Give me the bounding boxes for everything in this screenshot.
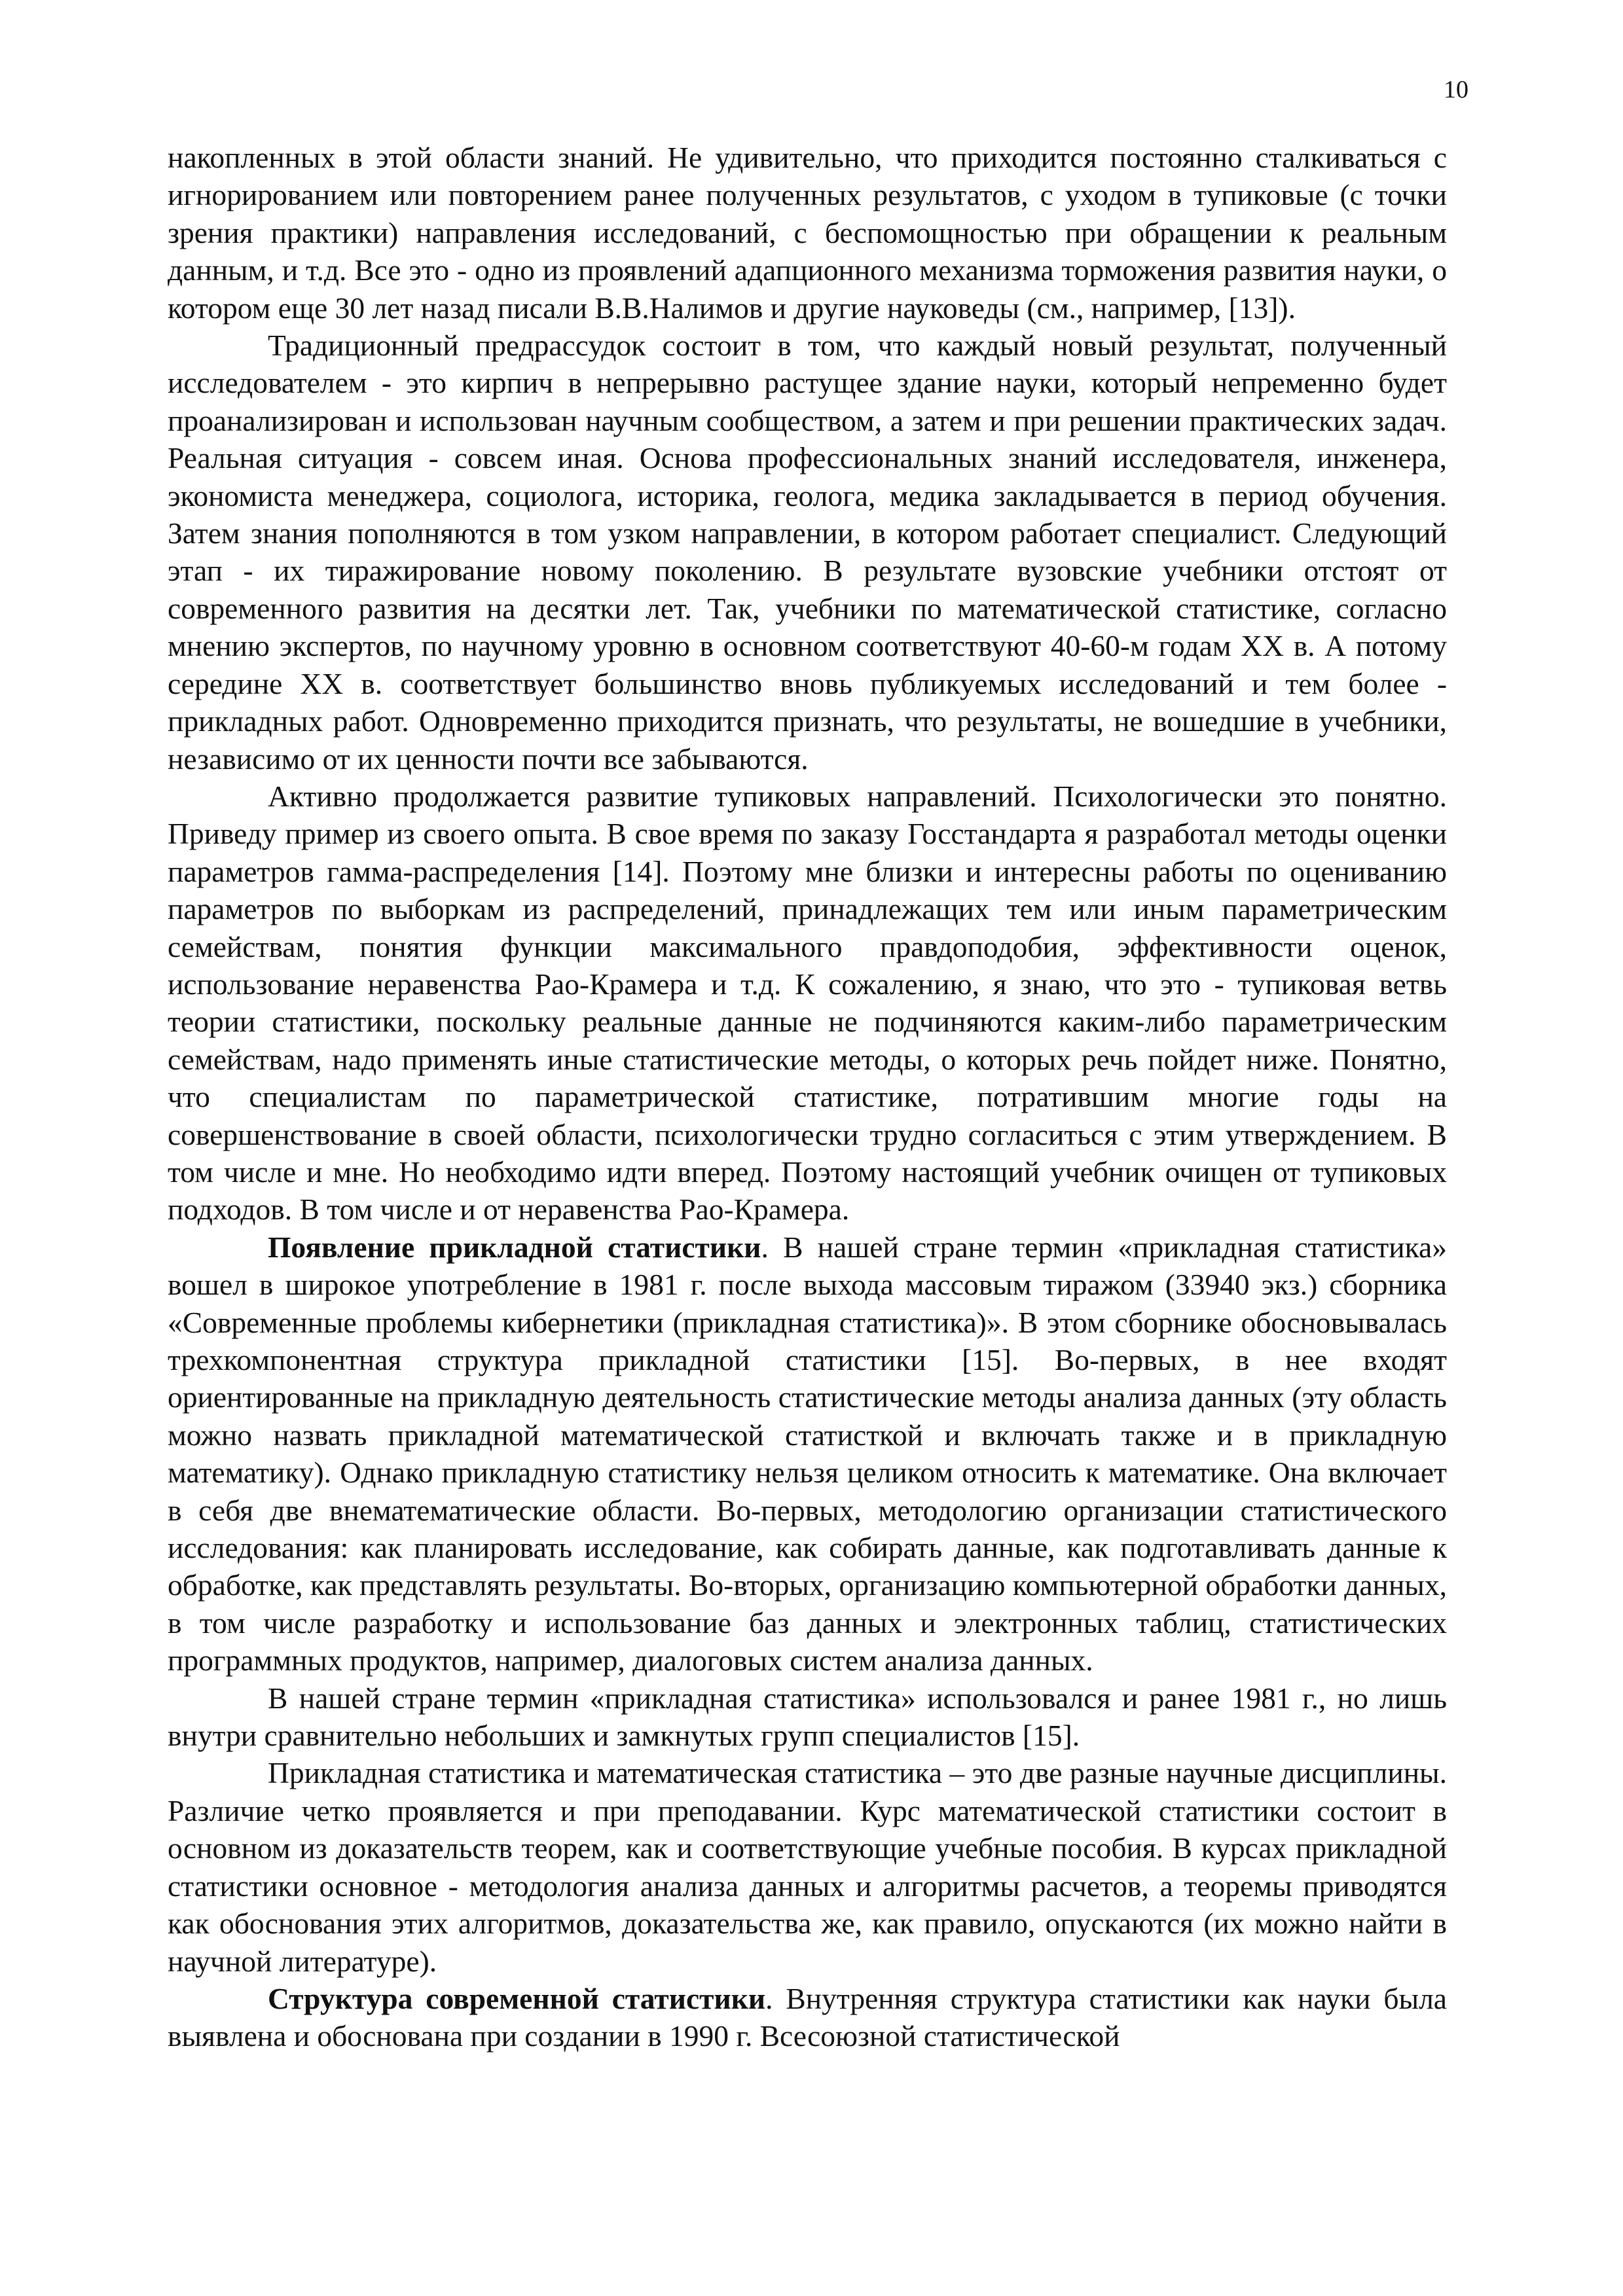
paragraph: Активно продолжается развитие тупиковых направлений. Психологически это понятно. Приведу пример из своего опыта. В свое время по заказу Госстандарта я разработал методы оценки параметров гамма-распределения [14]. Поэтому мне близки и интересны работы по оцениванию параметров по выборкам из распределений, принадлежащих тем или иным параметрическим семействам, понятия функции максимального правдоподобия, эффективности оценок, использование неравенства Рао-Крамера и т.д. К сожалению, я знаю, что это - тупиковая ветвь теории статистики, поскольку реальные данные не подчиняются каким-либо параметрическим семействам, надо применять иные статистические методы, о которых речь пойдет ниже. Понятно, что специалистам по параметрической статистике, потратившим многие годы на совершенствование в своей области, психологически трудно согласиться с этим утверждением. В том числе и мне. Но необходимо идти вперед. Поэтому настоящий учебник очищен от тупиковых подходов. В том числе и от неравенства Рао-Крамера. (168, 779, 1447, 1227)
paragraph: Традиционный предрассудок состоит в том, что каждый новый результат, полученный исследователем - это кирпич в непрерывно растущее здание науки, который непременно будет проанализирован и использован научным сообществом, а затем и при решении практических задач. Реальная ситуация - совсем иная. Основа профессиональных знаний исследователя, инженера, экономиста менеджера, социолога, историка, геолога, медика закладывается в период обучения. Затем знания пополняются в том узком направлении, в котором работает специалист. Следующий этап - их тиражирование новому поколению. В результате вузовские учебники отстоят от современного развития на десятки лет. Так, учебники по математической статистике, согласно мнению экспертов, по научному уровню в основном соответствуют 40-60-м годам ХХ в. А потому середине ХХ в. соответствует большинство вновь публикуемых исследований и тем более - прикладных работ. Одновременно приходится признать, что результаты, не вошедшие в учебники, независимо от их ценности почти все забываются. (168, 329, 1447, 776)
paragraph-text: . Внутренняя структура статистики как науки была выявлена и обоснована при создании в 1990 г. Всесоюзной статистической (168, 1981, 1447, 2053)
paragraph-with-heading (168, 1229, 1447, 1679)
paragraph: Прикладная статистика и математическая статистика – это две разные научные дисциплины. Различие четко проявляется и при преподавании. Курс математической статистики состоит в основном из доказательств теорем, как и соответствующие учебные пособия. В курсах прикладной статистики основное - методология анализа данных и алгоритмы расчетов, а теоремы приводятся как обоснования этих алгоритмов, доказательства же, как правило, опускаются (их можно найти в научной литературе). (168, 1756, 1447, 1978)
paragraph: накопленных в этой области знаний. Не удивительно, что приходится постоянно сталкиваться с игнорированием или повторением ранее полученных результатов, с уходом в тупиковые (с точки зрения практики) направления исследований, с беспомощностью при обращении к реальным данным, и т.д. Все это - одно из проявлений адапционного механизма торможения развития науки, о котором еще 30 лет назад писали В.В.Налимов и другие науковеды (см., например, [13]). (168, 141, 1447, 325)
section-heading: Структура современной статистики (268, 1981, 766, 2015)
document-body (168, 139, 1447, 2055)
page-number: 10 (1444, 76, 1468, 103)
paragraph-text: . В нашей стране термин «прикладная статистика» вошел в широкое употребление в 1981 г. после выхода массовым тиражом (33940 экз.) сборника «Современные проблемы кибернетики (прикладная статистика)». В этом сборнике обосновывалась трехкомпонентная структура прикладной статистики [15]. Во-первых, в нее входят ориентированные на прикладную деятельность статистические методы анализа данных (эту область можно назвать прикладной математической статисткой и включать также и в прикладную математику). Однако прикладную статистику нельзя целиком относить к математике. Она включает в себя две внематематические области. Во-первых, методологию организации статистического исследования: как планировать исследование, как собирать данные, как подготавливать данные к обработке, как представлять результаты. Во-вторых, организацию компьютерной обработки данных, в том числе разработку и использование баз данных и электронных таблиц, статистических программных продуктов, например, диалоговых систем анализа данных. (168, 1230, 1447, 1677)
section-heading: Появление прикладной статистики (268, 1230, 761, 1264)
paragraph-with-heading (168, 1980, 1447, 2055)
paragraph: В нашей стране термин «прикладная статистика» использовался и ранее 1981 г., но лишь внутри сравнительно небольших и замкнутых групп специалистов [15]. (168, 1681, 1447, 1753)
